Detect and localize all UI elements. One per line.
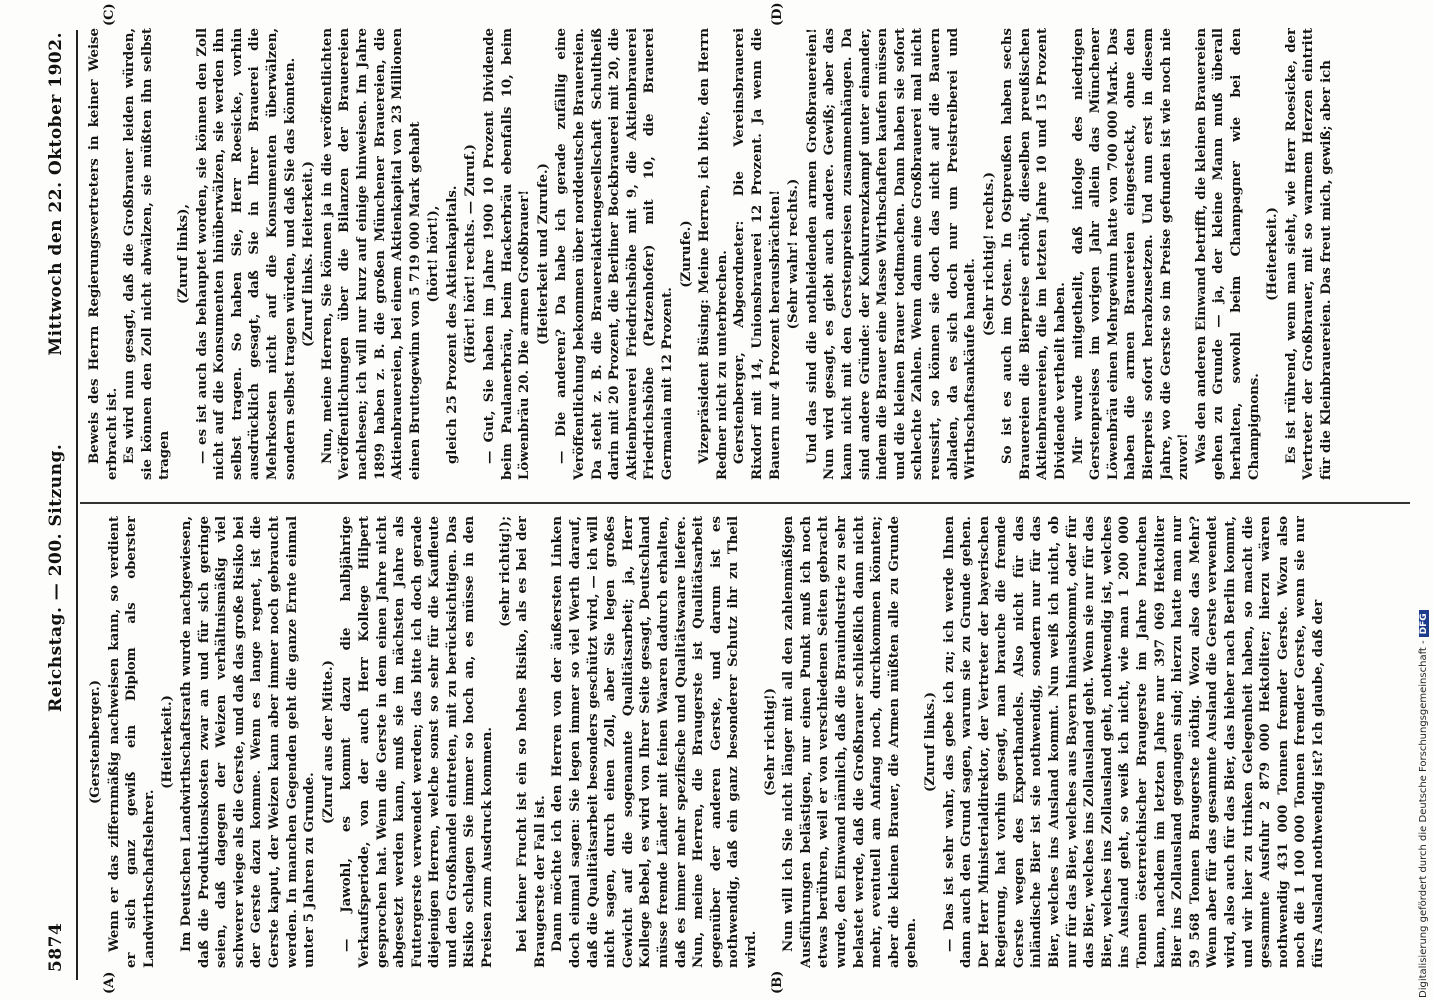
interjection: (Zuruf aus der Mitte.) [320, 660, 336, 824]
paragraph: Dann möchte ich den Herren von der äußersten Linken doch einmal sagen: Sie legen immer so viel Werth darauf, daß die Qualitätsarbeit besonders geschützt wird, — ich will nicht sagen, durch einen Zoll, aber Sie legen großes Gewicht auf die sogenannte Qualitätsarbeit; ja, Herr Kollege Bebel, es wird von Ihrer Seite gesagt, Deutschland müsse fremde Länder mit feinen Waaren dadurch erhalten, daß es immer mehr spezifische und Qualitätswaare liefere. Nun, meine Herren, die Braugerste ist Qualitätsarbeit gegenüber der anderen Gerste, und darum ist es nothwendig, daß ein ganz besonderer Schutz ihr zu Theil wird. [550, 516, 759, 968]
interjection: (Heiterkeit.) [160, 695, 176, 789]
interjection: (Zuruf links. Heiterkeit.) [301, 161, 317, 347]
margin-mark-a: (A) [102, 971, 117, 994]
paragraph: Nun, meine Herren, Sie können ja in die veröffentlichten Veröffentlichungen über die Bilanzen der Brauereien nachlesen; ich will nur kurz auf einige hinweisen. Im Jahre 1899 haben z. B. die großen Münchener Brauereien, die Aktienbrauereien, bei einem Aktienkapital von 23 Millionen einen Bruttogewinn von 5 719 000 Mark gehabt [319, 28, 423, 480]
interjection: (sehr richtig!); [497, 516, 513, 627]
paragraph: — Die anderen? Da habe ich gerade zufällig eine Veröffentlichung bekommen über norddeutsche Brauereien. Da steht z. B. die Brauereiaktiengesellschaft Schultheiß darin mit 20 Prozent, die Berliner Bockbrauerei mit 20, die Aktienbrauerei Friedrichshöhe mit 9, die Aktienbrauerei Friedrichshöhe (Patzenhofer) mit 10, die Brauerei Germania mit 12 Prozent. [554, 28, 675, 480]
paragraph: — es ist auch das behauptet worden, sie können den Zoll nicht auf die Konsumenten hinüberwälzen, sie werden ihn selbst tragen. So haben Sie, Herr Roesicke, vorhin ausdrücklich gesagt, daß Sie in Ihrer Brauerei die Mehrkosten nicht auf die Konsumenten überwälzen, sondern selbst tragen würden, und daß Sie das könnten. [194, 28, 298, 480]
paragraph: Nun will ich Sie nicht länger mit all den zahlenmäßigen Ausführungen belästigen, nur einen Punkt muß ich noch etwas berühren, weil er von verschiedenen Seiten gebracht wurde, den Einwand nämlich, daß die Brauindustrie zu sehr belastet werde, daß die Großbrauer schließlich dann nicht mehr, eventuell am Anfang noch, durchkommen könnten; aber die kleinen Brauer, die Armen müßten alle zu Grunde gehen. [781, 516, 920, 968]
interjection: (Zuruf links), [175, 203, 191, 305]
interjection: (Heiterkeit und Zurufe.) [535, 163, 551, 345]
interjection: (Hört! hört! rechts. — Zuruf.) [463, 144, 479, 364]
paragraph: Im Deutschen Landwirthschaftsrath wurde nachgewiesen, daß die Produktionskosten zwar an und für sich geringe seien, daß dagegen der Weizen verhältnismäßig viel schwerer wiege als die Gerste, und daß das große Risiko bei der Gerste dazu komme. Wenn es lange regnet, ist die Gerste kaput, der Weizen kann aber immer noch gebraucht werden. In manchen Gegenden geht die ganze Ernte einmal unter 5 Jahren zu Grunde. [178, 516, 318, 968]
paragraph: Vizepräsident Büsing: Meine Herren, ich bitte, den Herrn Redner nicht zu unterbrechen. [697, 28, 730, 480]
interjection: (Sehr richtig! rechts.) [981, 171, 997, 337]
paragraph: — Das ist sehr wahr, das gebe ich zu; ich werde Ihnen dann auch den Grund sagen, warum sie zu Grunde gehen. Der Herr Ministerialdirektor, der Vertreter der bayerischen Regierung, hat vorhin gesagt, man brauche die fremde Gerste wegen des Exporthandels. Also nicht für das inländische Bier ist sie nothwendig, sondern nur für das Bier, welches ins Ausland kommt. Nun weiß ich nicht, ob nur für das Bier, welches aus Bayern hinauskommt, oder für das Bier, welches ins Zollausland geht. Wenn sie nur für das Bier, welches ins Zollausland geht, nothwendig ist, welches ins Ausland geht, so weiß ich nicht, wie man 1 200 000 Tonnen österreichischer Braugerste im Jahre brauchen kann, nachdem im letzten Jahre nur 397 069 Hektoliter Bier ins Zollausland gegangen sind; hierzu hatte man nur 59 568 Tonnen Braugerste nöthig. Wozu also das Mehr? Wenn aber für das gesammte Ausland die Gerste verwendet wird, also auch für das Bier, das hieher nach Berlin kommt, und wir hier zu trinken Gelegenheit haben, so macht die gesammte Ausfuhr 2 879 000 Hektoliter; hierzu wären nothwendig 431 000 Tonnen fremder Gerste. Wozu also noch die 1 100 000 Tonnen fremder Gerste, wenn sie nur fürs Ausland nothwendig ist? Ich glaube, daß der [941, 516, 1326, 968]
interjection: (Zuruf links.) [922, 691, 938, 793]
right-text-column [86, 28, 1406, 480]
paragraph: bei keiner Frucht ist ein so hohes Risiko, als es bei der Braugerste der Fall ist. [515, 516, 548, 968]
interjection: (Heiterkeit.) [1265, 207, 1281, 301]
paragraph: Beweis des Herrn Regierungsvertreters in keiner Weise erbracht ist. [87, 28, 120, 480]
dfg-logo: DFG [1419, 610, 1429, 637]
column-divider [80, 502, 1410, 504]
page-header [40, 32, 76, 972]
paragraph: Und das sind die nothleidenden armen Großbrauereien! Nun wird gesagt, es giebt auch andere. Gewiß; aber das kann nicht mit den Gerstenpreisen zusammenhängen. Da sind andere Gründe: der Konkurrenzkampf unter einander, indem die Brauer eine Masse Wirthschaften kaufen müssen und die kleinen Brauer todtmachen. Dann haben sie sofort schlechte Zahlen. Wenn dann eine Großbrauerei mal nicht reussirt, so können sie doch das nicht auf die Bauern abladen, da es sich doch nur um Preistreiberei und Wirthschaftsankäufe handelt. [804, 28, 979, 480]
session-title: Reichstag. — 200. Sitzung. [46, 443, 66, 712]
interjection: (Gerstenberger.) [88, 679, 103, 805]
paragraph: Mir wurde mitgetheilt, daß infolge des niedrigen Gerstenpreises im vorigen Jahr allein das Münchener Löwenbräu einen Mehrgewinn hatte von 700 000 Mark. Das haben die armen Brauereien eingesteckt, ohne den Bierpreis sofort herabzusetzen. Und nun erst in diesem Jahre, wo die Gerste so im Preise gefunden ist wie noch nie zuvor! [1070, 28, 1192, 480]
interjection: (Sehr wahr! rechts.) [786, 178, 802, 330]
session-date: Mittwoch den 22. Oktober 1902. [46, 32, 66, 356]
footer-text: Digitalisierung gefördert durch die Deutsche Forschungsgemeinschaft - [1418, 640, 1429, 998]
paragraph: — Jawohl, es kommt dazu die halbjährige Verkaufsperiode, von der auch Herr Kollege Hilpert gesprochen hat. Wenn die Gerste in dem einen Jahre nicht abgesetzt werden kann, muß sie im nächsten Jahre als Futtergerste verwendet werden; das bitte ich doch gerade diejenigen Herren, welche sonst so sehr für die Kaufleute und den Großhandel eintreten, mit zu berücksichtigen. Das Risiko schlagen Sie immer so hoch an, es müsse in den Preisen zum Ausdruck kommen. [339, 516, 496, 968]
interjection: (Sehr richtig!) [762, 687, 778, 797]
paragraph: gleich 25 Prozent des Aktienkapitals. [444, 185, 460, 464]
paragraph: Es ist rührend, wenn man sieht, wie Herr Roesicke, der Vertreter der Großbrauer, mit so warmem Herzen eintritt für die Kleinbrauereien. Das freut mich, gewiß; aber ich [1283, 28, 1334, 480]
header-rule [76, 30, 78, 980]
paragraph: So ist es auch im Osten. In Ostpreußen haben sechs Brauereien die Bierpreise erhöht, dieselben preußischen Aktienbrauereien, die im letzten Jahre 10 und 15 Prozent Dividende vertheilt haben. [1000, 28, 1069, 480]
margin-mark-b: (B) [770, 970, 785, 994]
digitization-footer [1418, 610, 1429, 998]
paragraph: Es wird nun gesagt, daß die Großbrauer leiden würden, sie können den Zoll nicht abwälzen, sie müßten ihn selbst tragen [122, 28, 173, 480]
paragraph: Gerstenberger, Abgeordneter: Die Vereinsbrauerei Rixdorf mit 14, Unionsbrauerei 12 Prozent. Ja wenn die Bauern nur 4 Prozent herausbrächten! [732, 28, 783, 480]
left-text-column [86, 516, 1406, 968]
margin-mark-c: (C) [102, 3, 117, 26]
interjection: (hört! hört!), [426, 205, 442, 303]
paragraph: Was den anderen Einwand betrifft, die kleinen Brauereien gehen zu Grunde — ja, der kleine Mann muß überall herhalten, sowohl beim Champagner wie bei den Champignons. [1193, 28, 1262, 480]
page-number: 5874 [46, 922, 66, 972]
margin-mark-d: (D) [770, 2, 785, 26]
paragraph: Wenn er das ziffernmäßig nachweisen kann, so verdient er sich ganz gewiß ein Diplom als oberster Landwirthschaftslehrer. [106, 516, 157, 968]
paragraph: — Gut, Sie haben im Jahre 1900 10 Prozent Dividende beim Paulanerbräu, beim Hackerbräu ebenfalls 10, beim Löwenbräu 20. Die armen Großbrauer! [482, 28, 533, 480]
interjection: (Zurufe.) [678, 220, 694, 288]
